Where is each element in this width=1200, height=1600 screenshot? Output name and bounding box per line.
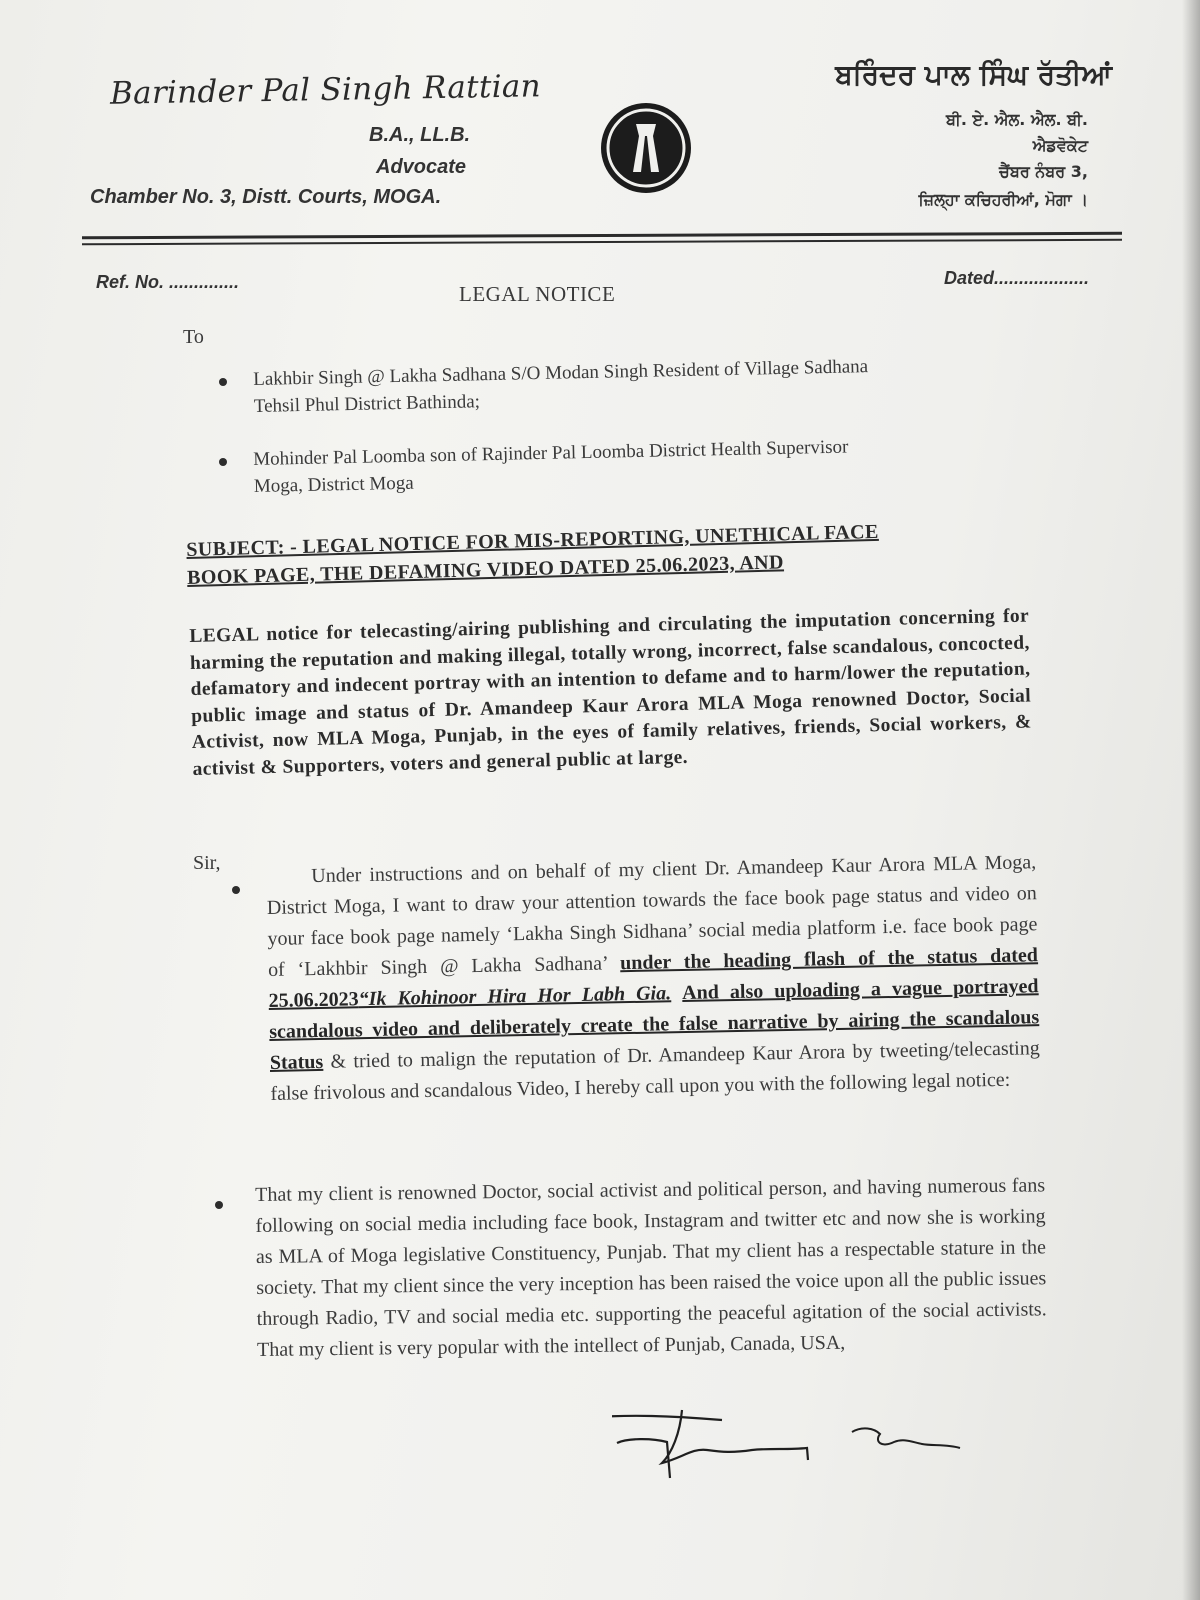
advocate-name-english: Barinder Pal Singh Rattian [109,68,542,112]
addressee-2-line1: Mohinder Pal Loomba son of Rajinder Pal Loomba District Health Supervisor [253,436,849,470]
subject-heading [186,514,1027,592]
document-title: LEGAL NOTICE [459,282,616,306]
advocate-name-punjabi: ਬਰਿੰਦਰ ਪਾਲ ਸਿੰਘ ਰੱਤੀਆਂ [835,58,1112,91]
salutation: Sir, [193,852,221,874]
advocate-degree-punjabi: ਬੀ. ਏ. ਐਲ. ਐਲ. ਬੀ. [946,110,1088,129]
para1-underlined-heading: under the heading flash of the status dated 25.06.2023 [268,944,1039,1012]
addressee-1 [253,350,1034,420]
addressee-2 [253,430,1034,500]
letterhead-rule-thin [82,239,1122,245]
ref-number: Ref. No. .............. [96,272,240,292]
advocate-degree-english: B.A., LL.B. [369,124,471,146]
bullet [215,1201,223,1209]
paragraph-instructions [266,847,1041,1110]
to-label: To [183,326,204,348]
bullet [219,458,227,466]
addressee-2-line2: Moga, District Moga [253,472,414,497]
chamber-punjabi: ਚੈਂਬਰ ਨੰਬਰ 3, [999,162,1088,181]
addressee-1-line1: Lakhbir Singh @ Lakha Sadhana S/O Modan Singh Resident of Village Sadhana [253,356,869,390]
notice-intro-paragraph: LEGAL notice for telecasting/airing publishing and circulating the imputation concerning for harming the reputation and making illegal, totally wrong, incorrect, false scandalous, concocted, defamatory and indecent portray with an intention to defame and to harm/lower the reputation, public image and status of Dr. Amandeep Kaur Arora MLA Moga renowned Doctor, Social Activist, now MLA Moga, Punjab, in the eyes of family relatives, friends, Social workers, & activist & Supporters, voters and general public at large. [189,605,1032,780]
para1-text-e: & tried to malign the reputation of Dr. Amandeep Kaur Arora by tweeting/telecasting false frivolous and scandalous Video, I hereby call upon you with the following legal notice: [270,1037,1040,1105]
letterhead-rule-thick [82,232,1122,240]
chamber-address-english: Chamber No. 3, Distt. Courts, MOGA. [90,186,442,208]
advocate-title-punjabi: ਐਡਵੋਕੇਟ [1032,136,1088,155]
bullet [219,378,227,386]
advocate-title-english: Advocate [376,156,467,178]
signature-icon [612,1408,972,1488]
bullet [232,886,240,894]
addressee-1-line2: Tehsil Phul District Bathinda; [253,391,481,417]
subject-line-2: BOOK PAGE, THE DEFAMING VIDEO DATED 25.06.2023, AND [186,551,785,589]
para1-text-a: Under instructions and on behalf of my client Dr. Amandeep Kaur Arora MLA Moga, District Moga, I want to draw your attention towards the face book page status and video on your face book page namely ‘Lakha Singh Sidhana’ social media platform i.e. face book page of ‘Lakhbir Singh @ Lakha Sadhana’ [266,851,1038,981]
subject-line-1: SUBJECT: - LEGAL NOTICE FOR MIS-REPORTING, UNETHICAL FACE [186,520,879,561]
paragraph-client-profile: That my client is renowned Doctor, social activist and political person, and having numerous fans following on social media including face book, Instagram and twitter etc and now she is working as MLA of Moga legislative Constituency, Punjab. That my client has a respectable stature in the society. That my client since the very inception has been raised the voice upon all the public issues through Radio, TV and social media etc. supporting the peaceful agitation of the social activists. That my client is very popular with the intellect of Punjab, Canada, USA, [255,1174,1047,1361]
address-punjabi: ਜ਼ਿਲ੍ਹਾ ਕਚਿਹਰੀਆਂ, ਮੋਗਾ । [918,190,1088,209]
advocate-band-logo-icon [598,100,694,196]
page-edge-shadow [1182,0,1200,1600]
para1-underlined-video: And also uploading a vague portrayed scandalous video and deliberately create the false narrative by airing the scandalous Status [269,975,1040,1074]
para1-status-quote: “Ik Kohinoor Hira Hor Labh Gia. [358,982,672,1011]
dated-field: Dated................... [944,268,1090,288]
